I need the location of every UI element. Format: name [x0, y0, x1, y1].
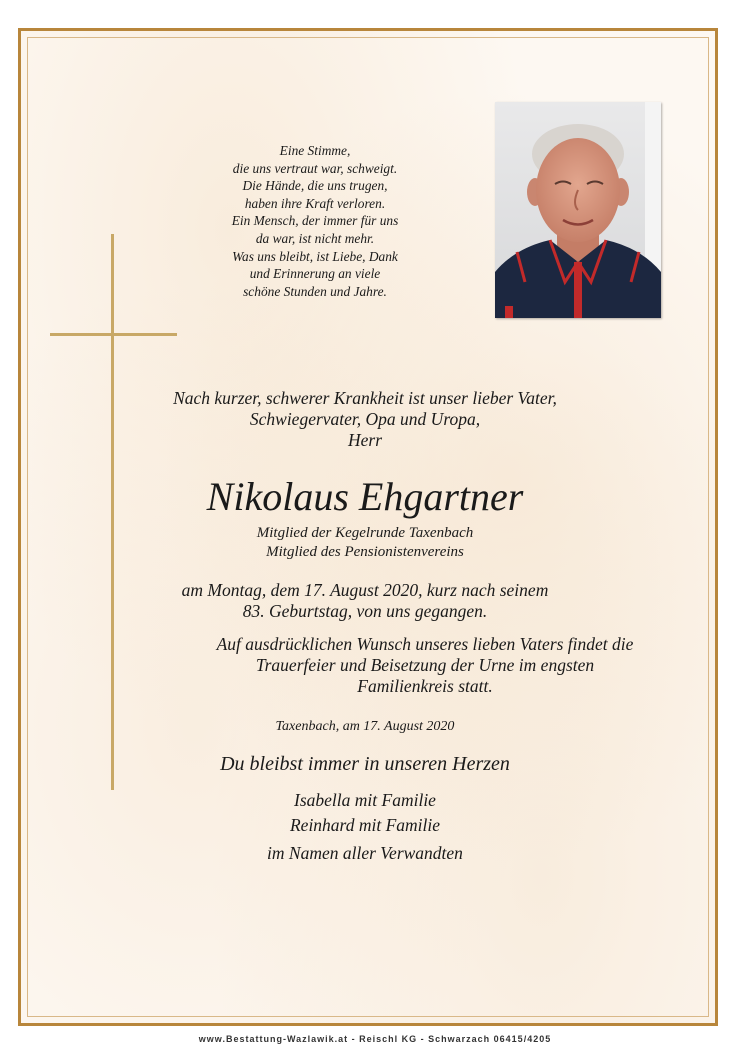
intro-line: Schwiegervater, Opa und Uropa, — [249, 409, 481, 429]
relatives-note: im Namen aller Verwandten — [267, 843, 463, 863]
family-member: Isabella mit Familie — [294, 790, 436, 810]
place-date-text: Taxenbach, am 17. August 2020 — [275, 719, 455, 734]
cross-icon-bar — [50, 333, 177, 336]
memberships — [160, 524, 570, 562]
funeral-wish — [190, 634, 660, 697]
motto: Du bleibst immer in unseren Herzen — [220, 753, 510, 775]
funeral-home-footer: www.Bestattung-Wazlawik.at - Reischl KG - Schwarzach 06415/4205 — [198, 1034, 552, 1044]
family-list — [160, 788, 570, 838]
poem-line: haben ihre Kraft verloren. — [244, 195, 386, 211]
cross-icon — [111, 234, 114, 790]
death-line: 83. Geburtstag, von uns gegangen. — [242, 601, 488, 621]
wish-line: Familienkreis statt. — [357, 676, 493, 696]
deceased-name: Nikolaus Ehgartner — [206, 474, 524, 519]
death-notice — [160, 580, 570, 622]
place-date — [160, 718, 570, 736]
wish-line: Auf ausdrücklichen Wunsch unseres lieben Vaters findet die — [216, 634, 634, 654]
family-member: Reinhard mit Familie — [289, 815, 441, 835]
poem-line: Was uns bleibt, ist Liebe, Dank — [232, 248, 398, 264]
poem-line: da war, ist nicht mehr. — [255, 230, 375, 246]
poem-line: Eine Stimme, — [279, 143, 351, 158]
intro-text — [160, 388, 570, 451]
poem-line: schöne Stunden und Jahre. — [243, 283, 387, 299]
membership-line: Mitglied des Pensionistenvereins — [266, 544, 464, 560]
membership-line: Mitglied der Kegelrunde Taxenbach — [256, 525, 474, 541]
poem-line: Die Hände, die uns trugen, — [242, 178, 388, 194]
poem-line: die uns vertraut war, schweigt. — [232, 160, 398, 176]
intro-line: Nach kurzer, schwerer Krankheit ist unser lieber Vater, — [173, 388, 557, 408]
wish-line: Trauerfeier und Beisetzung der Urne im engsten — [255, 655, 595, 675]
poem-line: und Erinnerung an viele — [249, 266, 381, 282]
portrait-photo — [495, 102, 661, 318]
intro-line: Herr — [347, 430, 383, 450]
death-line: am Montag, dem 17. August 2020, kurz nach seinem — [181, 580, 549, 600]
poem — [205, 142, 425, 300]
poem-line: Ein Mensch, der immer für uns — [231, 213, 399, 229]
